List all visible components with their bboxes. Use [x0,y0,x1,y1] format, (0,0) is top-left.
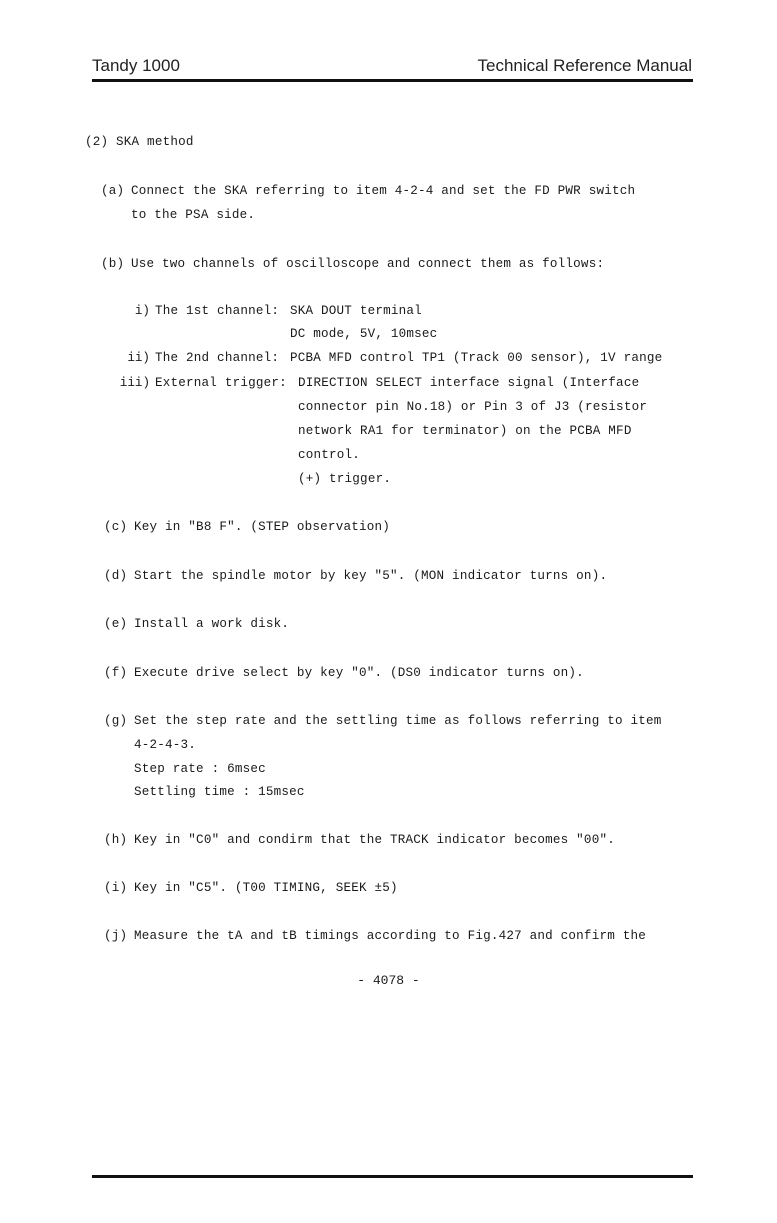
step-g-line: 4-2-4-3. [134,738,197,752]
channel-iii-line: (+) trigger. [298,472,392,486]
step-e-marker: (e) [104,617,128,631]
step-d-marker: (d) [104,569,128,583]
step-g-line: Settling time : 15msec [134,785,305,799]
channel-i-line: DC mode, 5V, 10msec [290,327,438,341]
channel-ii-line: PCBA MFD control TP1 (Track 00 sensor), 1V range [290,351,663,365]
step-b-line: Use two channels of oscilloscope and connect them as follows: [131,257,605,271]
footer-rule [92,1175,693,1178]
channel-iii-line: connector pin No.18) or Pin 3 of J3 (resistor [298,400,648,414]
step-e-line: Install a work disk. [134,617,290,631]
step-d-line: Start the spindle motor by key "5". (MON indicator turns on). [134,569,608,583]
channel-i-line: SKA DOUT terminal [290,304,422,318]
step-c-marker: (c) [104,520,128,534]
header-title-right: Technical Reference Manual [477,56,692,75]
step-a-line: Connect the SKA referring to item 4-2-4 and set the FD PWR switch [131,184,636,198]
channel-ii-marker: ii) [127,351,150,365]
step-a-line: to the PSA side. [131,208,256,222]
step-g-line: Set the step rate and the settling time as follows referring to item [134,714,662,728]
step-h-line: Key in "C0" and condirm that the TRACK indicator becomes "00". [134,833,615,847]
channel-ii-label: The 2nd channel: [155,351,280,365]
step-g-marker: (g) [104,714,128,728]
channel-iii-line: network RA1 for terminator) on the PCBA MFD [298,424,632,438]
channel-iii-line: control. [298,448,361,462]
step-c-line: Key in "B8 F". (STEP observation) [134,520,390,534]
step-j-marker: (j) [104,929,128,943]
channel-i-label: The 1st channel: [155,304,280,318]
channel-iii-label: External trigger: [155,376,287,390]
step-j-line: Measure the tA and tB timings according to Fig.427 and confirm the [134,929,646,943]
step-i-line: Key in "C5". (T00 TIMING, SEEK ±5) [134,881,398,895]
step-i-marker: (i) [104,881,128,895]
step-h-marker: (h) [104,833,128,847]
section-title: (2) SKA method [85,135,194,149]
channel-iii-marker: iii) [119,376,150,390]
step-b-marker: (b) [101,257,125,271]
step-g-line: Step rate : 6msec [134,762,266,776]
header-title-left: Tandy 1000 [92,56,180,75]
step-f-line: Execute drive select by key "0". (DS0 indicator turns on). [134,666,584,680]
header-rule [92,79,693,82]
channel-i-marker: i) [134,304,150,318]
step-f-marker: (f) [104,666,128,680]
page-number: - 4078 - [357,973,420,988]
channel-iii-line: DIRECTION SELECT interface signal (Interface [298,376,640,390]
step-a-marker: (a) [101,184,125,198]
